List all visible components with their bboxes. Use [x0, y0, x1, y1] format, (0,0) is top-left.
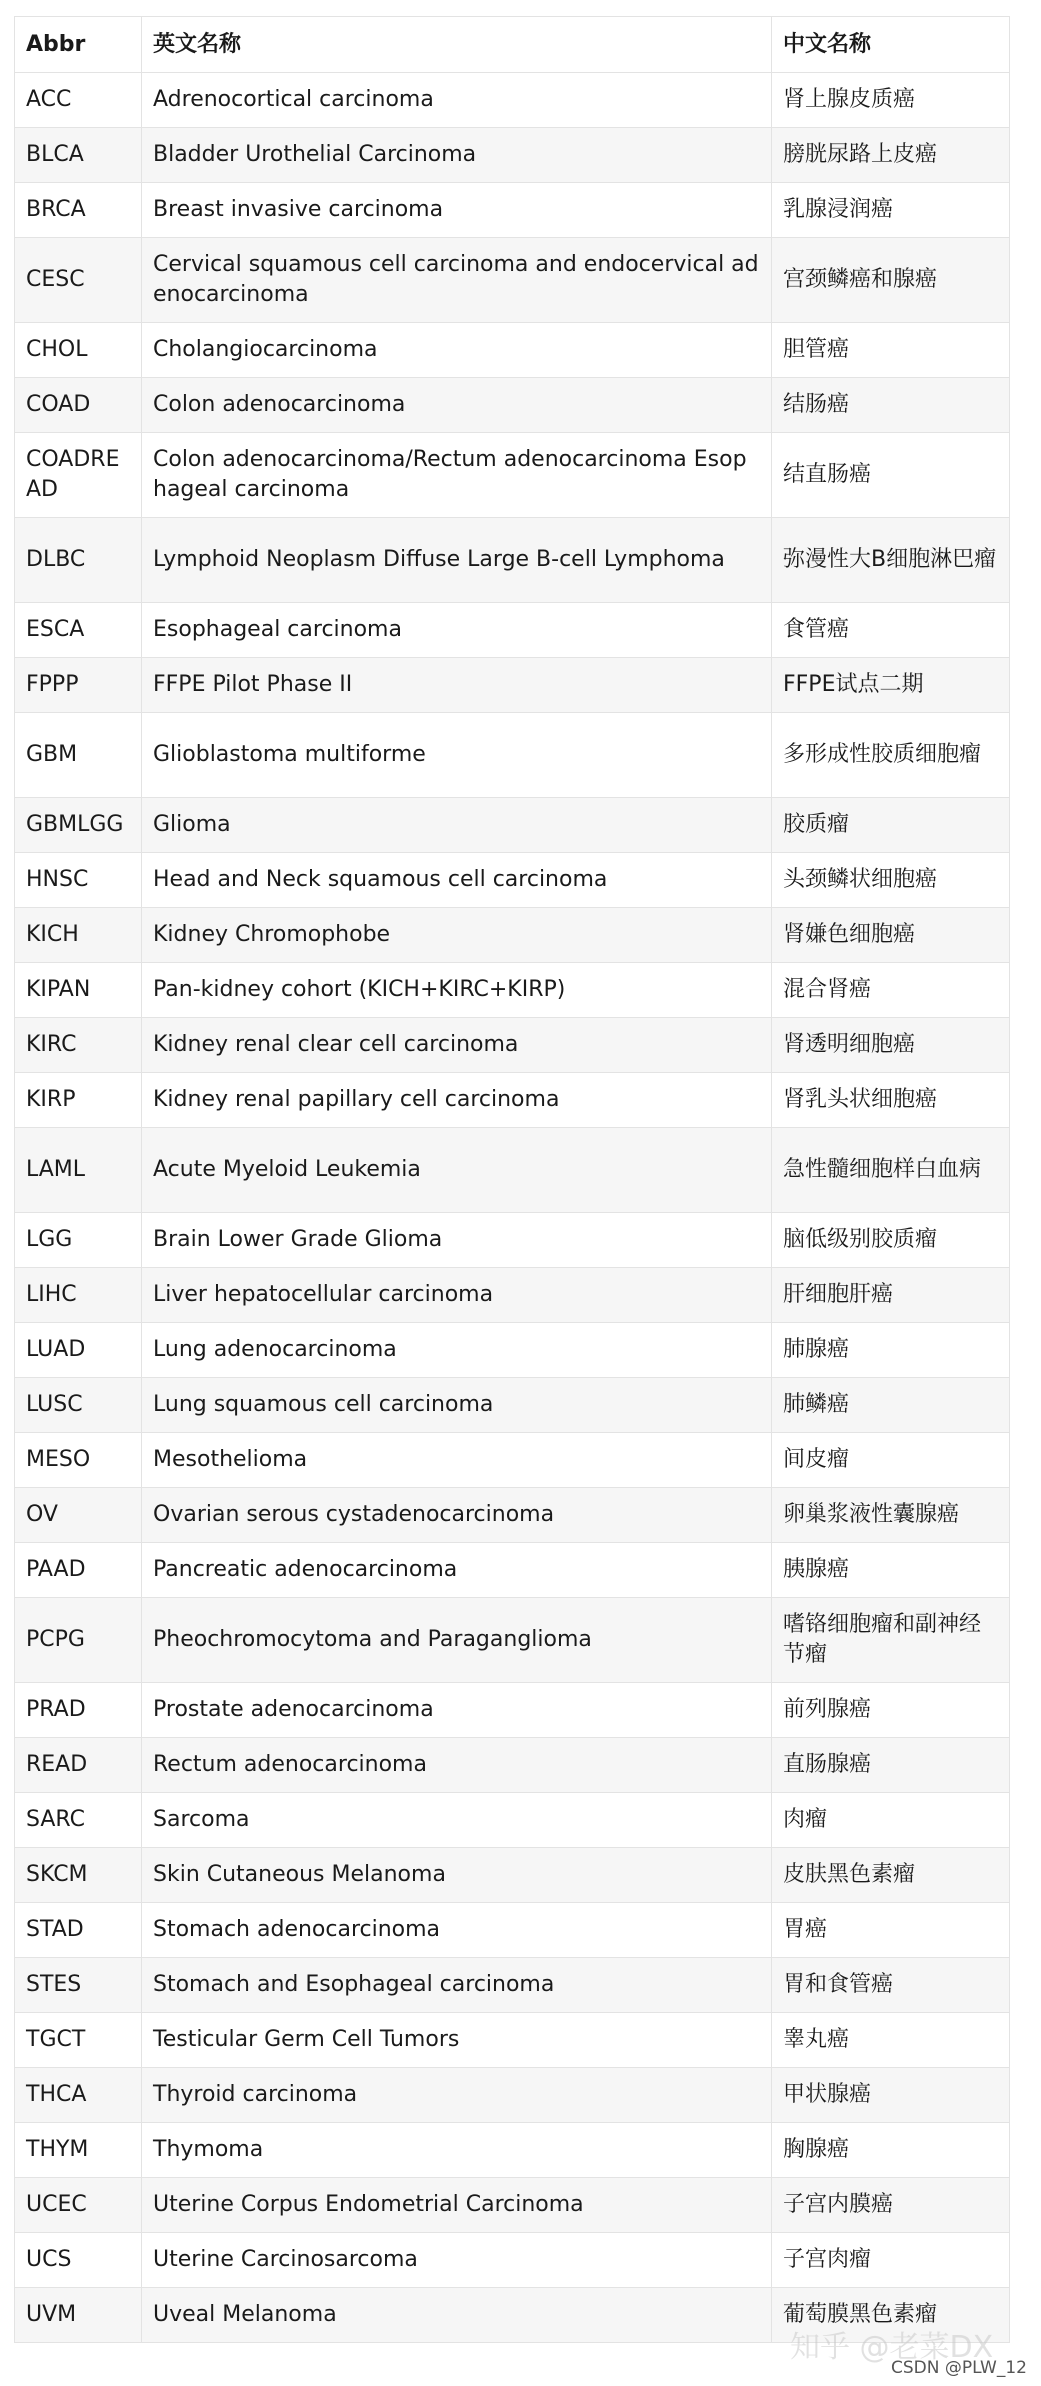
abbr-cell: DLBC — [15, 518, 142, 603]
table-header — [15, 17, 1010, 73]
table-row — [15, 1268, 1010, 1323]
english-name-cell: Acute Myeloid Leukemia — [142, 1128, 772, 1213]
english-name-cell: Brain Lower Grade Glioma — [142, 1213, 772, 1268]
chinese-name-cell: 胶质瘤 — [772, 798, 1010, 853]
abbr-cell: UVM — [15, 2288, 142, 2343]
table-row — [15, 1128, 1010, 1213]
table-row — [15, 238, 1010, 323]
chinese-name-cell: 肉瘤 — [772, 1793, 1010, 1848]
table-row — [15, 1738, 1010, 1793]
chinese-name-cell: 甲状腺癌 — [772, 2068, 1010, 2123]
english-name-cell: Stomach adenocarcinoma — [142, 1903, 772, 1958]
english-name-cell: Pan-kidney cohort (KICH+KIRC+KIRP) — [142, 963, 772, 1018]
chinese-name-cell: 子宫内膜癌 — [772, 2178, 1010, 2233]
abbr-cell: READ — [15, 1738, 142, 1793]
english-name-cell: Stomach and Esophageal carcinoma — [142, 1958, 772, 2013]
abbr-cell: LIHC — [15, 1268, 142, 1323]
chinese-name-cell: 直肠腺癌 — [772, 1738, 1010, 1793]
english-name-cell: Breast invasive carcinoma — [142, 183, 772, 238]
english-name-cell: Mesothelioma — [142, 1433, 772, 1488]
english-name-cell: Prostate adenocarcinoma — [142, 1683, 772, 1738]
english-name-cell: Glioma — [142, 798, 772, 853]
chinese-name-cell: 乳腺浸润癌 — [772, 183, 1010, 238]
table-row — [15, 183, 1010, 238]
chinese-name-cell: 肾嫌色细胞癌 — [772, 908, 1010, 963]
english-name-cell: Colon adenocarcinoma/Rectum adenocarcinoma Esophageal carcinoma — [142, 433, 772, 518]
table-row — [15, 1018, 1010, 1073]
chinese-name-cell: 多形成性胶质细胞瘤 — [772, 713, 1010, 798]
abbr-cell: LGG — [15, 1213, 142, 1268]
abbr-cell: LAML — [15, 1128, 142, 1213]
abbr-cell: PAAD — [15, 1543, 142, 1598]
table-row — [15, 1848, 1010, 1903]
abbr-cell: SKCM — [15, 1848, 142, 1903]
table-row — [15, 1543, 1010, 1598]
abbr-cell: BLCA — [15, 128, 142, 183]
abbr-cell: ESCA — [15, 603, 142, 658]
abbr-cell: MESO — [15, 1433, 142, 1488]
header-chinese-name: 中文名称 — [772, 17, 1010, 73]
table-row — [15, 1683, 1010, 1738]
chinese-name-cell: 肝细胞肝癌 — [772, 1268, 1010, 1323]
table-row — [15, 1213, 1010, 1268]
table-row — [15, 658, 1010, 713]
table-row — [15, 2233, 1010, 2288]
english-name-cell: Adrenocortical carcinoma — [142, 73, 772, 128]
table-row — [15, 1793, 1010, 1848]
english-name-cell: Head and Neck squamous cell carcinoma — [142, 853, 772, 908]
chinese-name-cell: 结直肠癌 — [772, 433, 1010, 518]
table-row — [15, 1903, 1010, 1958]
table-row — [15, 1378, 1010, 1433]
english-name-cell: Uterine Carcinosarcoma — [142, 2233, 772, 2288]
chinese-name-cell: 嗜铬细胞瘤和副神经节瘤 — [772, 1598, 1010, 1683]
english-name-cell: Ovarian serous cystadenocarcinoma — [142, 1488, 772, 1543]
chinese-name-cell: 肾乳头状细胞癌 — [772, 1073, 1010, 1128]
table-row — [15, 378, 1010, 433]
abbr-cell: KIRP — [15, 1073, 142, 1128]
table-row — [15, 73, 1010, 128]
english-name-cell: Uveal Melanoma — [142, 2288, 772, 2343]
chinese-name-cell: 胃和食管癌 — [772, 1958, 1010, 2013]
table-row — [15, 963, 1010, 1018]
chinese-name-cell: 前列腺癌 — [772, 1683, 1010, 1738]
chinese-name-cell: 结肠癌 — [772, 378, 1010, 433]
abbr-cell: BRCA — [15, 183, 142, 238]
abbr-cell: THCA — [15, 2068, 142, 2123]
english-name-cell: Thyroid carcinoma — [142, 2068, 772, 2123]
watermark-text: 知乎 @老菜DX — [790, 2330, 994, 2365]
abbr-cell: PCPG — [15, 1598, 142, 1683]
table-row — [15, 1598, 1010, 1683]
table-row — [15, 1433, 1010, 1488]
chinese-name-cell: 睾丸癌 — [772, 2013, 1010, 2068]
header-english-name: 英文名称 — [142, 17, 772, 73]
table-row — [15, 323, 1010, 378]
english-name-cell: Lung squamous cell carcinoma — [142, 1378, 772, 1433]
chinese-name-cell: 脑低级别胶质瘤 — [772, 1213, 1010, 1268]
chinese-name-cell: 葡萄膜黑色素瘤 — [772, 2288, 1010, 2343]
header-row — [15, 17, 1010, 73]
table-row — [15, 1073, 1010, 1128]
table-row — [15, 798, 1010, 853]
abbr-cell: LUAD — [15, 1323, 142, 1378]
chinese-name-cell: 卵巢浆液性囊腺癌 — [772, 1488, 1010, 1543]
abbr-cell: KIRC — [15, 1018, 142, 1073]
english-name-cell: Bladder Urothelial Carcinoma — [142, 128, 772, 183]
chinese-name-cell: 急性髓细胞样白血病 — [772, 1128, 1010, 1213]
chinese-name-cell: 胆管癌 — [772, 323, 1010, 378]
table-row — [15, 853, 1010, 908]
abbr-cell: COADREAD — [15, 433, 142, 518]
english-name-cell: Testicular Germ Cell Tumors — [142, 2013, 772, 2068]
table-row — [15, 2068, 1010, 2123]
csdn-credit: CSDN @PLW_12 — [891, 2358, 1027, 2378]
table-body — [15, 73, 1010, 2343]
abbr-cell: SARC — [15, 1793, 142, 1848]
chinese-name-cell: 胸腺癌 — [772, 2123, 1010, 2178]
chinese-name-cell: 皮肤黑色素瘤 — [772, 1848, 1010, 1903]
english-name-cell: Colon adenocarcinoma — [142, 378, 772, 433]
abbr-cell: CHOL — [15, 323, 142, 378]
chinese-name-cell: 间皮瘤 — [772, 1433, 1010, 1488]
chinese-name-cell: 肺腺癌 — [772, 1323, 1010, 1378]
chinese-name-cell: 食管癌 — [772, 603, 1010, 658]
english-name-cell: Cervical squamous cell carcinoma and endocervical adenocarcinoma — [142, 238, 772, 323]
abbr-cell: FPPP — [15, 658, 142, 713]
chinese-name-cell: 子宫肉瘤 — [772, 2233, 1010, 2288]
abbr-cell: OV — [15, 1488, 142, 1543]
english-name-cell: Kidney Chromophobe — [142, 908, 772, 963]
table-row — [15, 1488, 1010, 1543]
chinese-name-cell: 肺鳞癌 — [772, 1378, 1010, 1433]
chinese-name-cell: 混合肾癌 — [772, 963, 1010, 1018]
chinese-name-cell: 弥漫性大B细胞淋巴瘤 — [772, 518, 1010, 603]
abbr-cell: HNSC — [15, 853, 142, 908]
abbr-cell: UCEC — [15, 2178, 142, 2233]
chinese-name-cell: 头颈鳞状细胞癌 — [772, 853, 1010, 908]
english-name-cell: Pancreatic adenocarcinoma — [142, 1543, 772, 1598]
chinese-name-cell: 膀胱尿路上皮癌 — [772, 128, 1010, 183]
abbr-cell: PRAD — [15, 1683, 142, 1738]
abbr-cell: STES — [15, 1958, 142, 2013]
table-row — [15, 713, 1010, 798]
english-name-cell: Pheochromocytoma and Paraganglioma — [142, 1598, 772, 1683]
english-name-cell: Kidney renal papillary cell carcinoma — [142, 1073, 772, 1128]
tcga-abbreviation-table-container — [14, 16, 1009, 2343]
abbr-cell: COAD — [15, 378, 142, 433]
english-name-cell: Skin Cutaneous Melanoma — [142, 1848, 772, 1903]
english-name-cell: Esophageal carcinoma — [142, 603, 772, 658]
table-row — [15, 2123, 1010, 2178]
chinese-name-cell: 肾上腺皮质癌 — [772, 73, 1010, 128]
table-row — [15, 128, 1010, 183]
chinese-name-cell: FFPE试点二期 — [772, 658, 1010, 713]
header-abbr: Abbr — [15, 17, 142, 73]
abbr-cell: KICH — [15, 908, 142, 963]
english-name-cell: FFPE Pilot Phase II — [142, 658, 772, 713]
english-name-cell: Cholangiocarcinoma — [142, 323, 772, 378]
english-name-cell: Kidney renal clear cell carcinoma — [142, 1018, 772, 1073]
english-name-cell: Lymphoid Neoplasm Diffuse Large B-cell Lymphoma — [142, 518, 772, 603]
table-row — [15, 433, 1010, 518]
english-name-cell: Uterine Corpus Endometrial Carcinoma — [142, 2178, 772, 2233]
english-name-cell: Lung adenocarcinoma — [142, 1323, 772, 1378]
chinese-name-cell: 肾透明细胞癌 — [772, 1018, 1010, 1073]
table-row — [15, 1958, 1010, 2013]
table-row — [15, 2178, 1010, 2233]
english-name-cell: Rectum adenocarcinoma — [142, 1738, 772, 1793]
abbr-cell: GBM — [15, 713, 142, 798]
abbr-cell: LUSC — [15, 1378, 142, 1433]
chinese-name-cell: 胰腺癌 — [772, 1543, 1010, 1598]
abbr-cell: ACC — [15, 73, 142, 128]
table-row — [15, 2013, 1010, 2068]
english-name-cell: Liver hepatocellular carcinoma — [142, 1268, 772, 1323]
table-row — [15, 1323, 1010, 1378]
table-row — [15, 603, 1010, 658]
english-name-cell: Sarcoma — [142, 1793, 772, 1848]
table-row — [15, 518, 1010, 603]
abbr-cell: KIPAN — [15, 963, 142, 1018]
english-name-cell: Glioblastoma multiforme — [142, 713, 772, 798]
abbr-cell: THYM — [15, 2123, 142, 2178]
tcga-abbreviation-table — [14, 16, 1010, 2343]
table-row — [15, 908, 1010, 963]
abbr-cell: UCS — [15, 2233, 142, 2288]
abbr-cell: CESC — [15, 238, 142, 323]
abbr-cell: TGCT — [15, 2013, 142, 2068]
abbr-cell: STAD — [15, 1903, 142, 1958]
english-name-cell: Thymoma — [142, 2123, 772, 2178]
chinese-name-cell: 胃癌 — [772, 1903, 1010, 1958]
abbr-cell: GBMLGG — [15, 798, 142, 853]
chinese-name-cell: 宫颈鳞癌和腺癌 — [772, 238, 1010, 323]
